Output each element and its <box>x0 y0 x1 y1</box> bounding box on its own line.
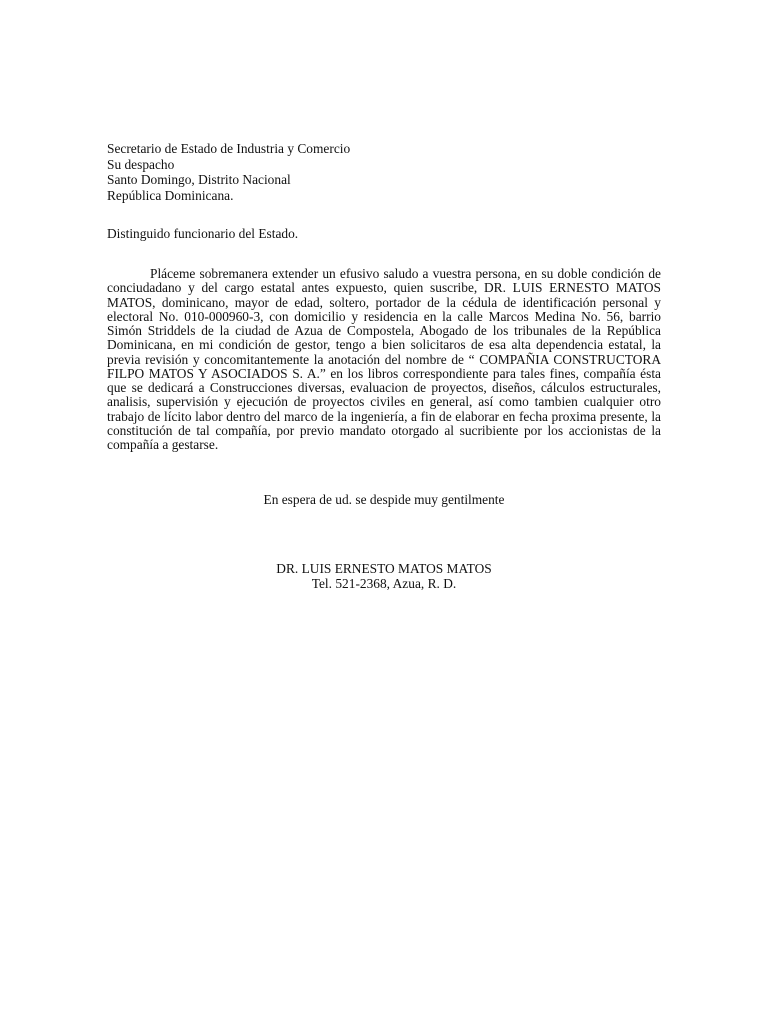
letter-body-paragraph: Pláceme sobremanera extender un efusivo saludo a vuestra persona, en su doble condición de conciudadano y del cargo estatal antes expuesto, quien suscribe, DR. LUIS ERNESTO MATOS MATOS, dominicano, mayor de edad, soltero, portador de la cédula de identificación personal y electoral No. 010-000960-3, con domicilio y residencia en la calle Marcos Medina No. 56, barrio Simón Striddels de la ciudad de Azua de Compostela, Abogado de los tribunales de la República Dominicana, en mi condición de gestor, tengo a bien solicitaros de esa alta dependencia estatal, la previa revisión y concomitantemente la anotación del nombre de “ COMPAÑIA CONSTRUCTORA FILPO MATOS Y ASOCIADOS S. A.” en los libros correspondiente para tales fines, compañía ésta que se dedicará a Construcciones diversas, evaluacion de proyectos, diseños, cálculos estructurales, analisis, supervisión y ejecución de proyectos civiles en general, así como tambien cualquier otro trabajo de lícito labor dentro del marco de la ingeniería, a fin de elaborar en fecha proxima presente, la constitución de tal compañía, por previo mandato otorgado al sucribiente por los accionistas de la compañía a gestarse. <box>107 266 661 452</box>
recipient-line-city: Santo Domingo, Distrito Nacional <box>107 172 291 188</box>
recipient-line-country: República Dominicana. <box>107 187 234 203</box>
signature-name: DR. LUIS ERNESTO MATOS MATOS <box>276 561 492 576</box>
recipient-line-office: Su despacho <box>107 156 175 172</box>
salutation: Distinguido funcionario del Estado. <box>107 226 299 241</box>
recipient-line-title: Secretario de Estado de Industria y Comercio <box>107 141 351 156</box>
closing-line: En espera de ud. se despide muy gentilmente <box>263 492 505 507</box>
signature-contact: Tel. 521-2368, Azua, R. D. <box>311 575 457 591</box>
signature-block <box>0 562 768 592</box>
recipient-address <box>107 141 350 203</box>
